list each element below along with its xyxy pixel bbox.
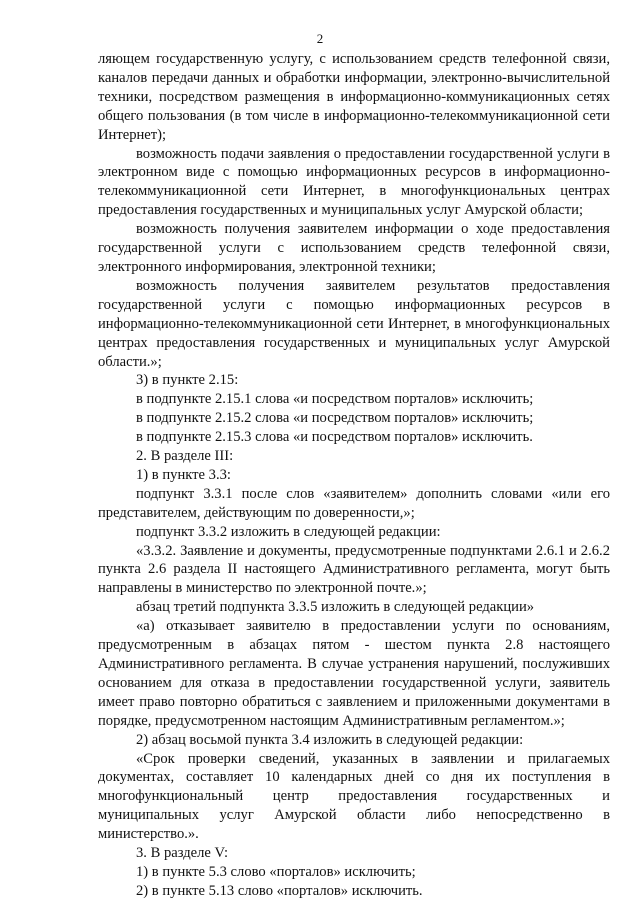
paragraph: 1) в пункте 3.3: bbox=[136, 466, 231, 483]
paragraph: 2) в пункте 5.13 слово «порталов» исключить. bbox=[136, 882, 423, 899]
paragraph: «а) отказывает заявителю в предоставлении услуги по основаниям, предусмотренным в абзацах пятом - шестом пункта 2.8 настоящего Административного регламента. В случае устранения нарушений, послуживших основанием для отказа в предоставлении государственной услуги, заявитель имеет право повторно обратиться с заявлением и приложенными документами в порядке, предусмотренном настоящим Административным регламентом.»; bbox=[98, 618, 610, 729]
paragraph: ляющем государственную услугу, с использованием средств телефонной связи, каналов передачи данных и обработки информации, электронно-вычислительной техники, посредством размещения в информационно-коммуникационных сетях общего пользования (в том числе в информационно-телекоммуникационной сети Интернет); bbox=[98, 51, 610, 143]
paragraph: подпункт 3.3.1 после слов «заявителем» дополнить словами «или его представителем, действующим по доверенности,»; bbox=[98, 485, 610, 521]
paragraph: 2. В разделе III: bbox=[136, 448, 234, 465]
paragraph: 1) в пункте 5.3 слово «порталов» исключить; bbox=[136, 863, 416, 880]
paragraph: «3.3.2. Заявление и документы, предусмотренные подпунктами 2.6.1 и 2.6.2 пункта 2.6 раздела II настоящего Административного регламента, могут быть направлены в министерство по электронной почте.»; bbox=[98, 542, 610, 597]
document-body bbox=[98, 50, 610, 901]
paragraph: возможность получения заявителем результатов предоставления государственной услуги с помощью информационных ресурсов в информационно-телекоммуникационной сети Интернет, в многофункциональных центрах предоставления государственных и муниципальных услуг Амурской области.»; bbox=[98, 277, 610, 370]
paragraph: «Срок проверки сведений, указанных в заявлении и прилагаемых документах, составляет 10 календарных дней со дня их поступления в многофункциональный центр предоставления государственных и муниципальных услуг Амурской области либо непосредственно в министерство.». bbox=[98, 750, 610, 843]
paragraph: в подпункте 2.15.1 слова «и посредством порталов» исключить; bbox=[136, 391, 534, 408]
paragraph: 2) абзац восьмой пункта 3.4 изложить в следующей редакции: bbox=[136, 731, 524, 748]
paragraph: в подпункте 2.15.3 слова «и посредством порталов» исключить. bbox=[136, 429, 533, 446]
paragraph: 3) в пункте 2.15: bbox=[136, 372, 239, 389]
paragraph: возможность получения заявителем информации о ходе предоставления государственной услуги с использованием средств телефонной связи, электронного информирования, электронной техники; bbox=[98, 221, 610, 275]
paragraph: подпункт 3.3.2 изложить в следующей редакции: bbox=[136, 523, 441, 540]
page-number: 2 bbox=[316, 31, 324, 46]
paragraph: 3. В разделе V: bbox=[136, 845, 229, 862]
paragraph: в подпункте 2.15.2 слова «и посредством порталов» исключить; bbox=[136, 410, 534, 427]
paragraph: возможность подачи заявления о предоставлении государственной услуги в электронном виде с помощью информационных ресурсов в информационно-телекоммуникационной сети Интернет, в многофункциональных центрах предоставления государственных и муниципальных услуг Амурской области; bbox=[98, 145, 610, 219]
paragraph: абзац третий подпункта 3.3.5 изложить в следующей редакции» bbox=[136, 599, 535, 616]
